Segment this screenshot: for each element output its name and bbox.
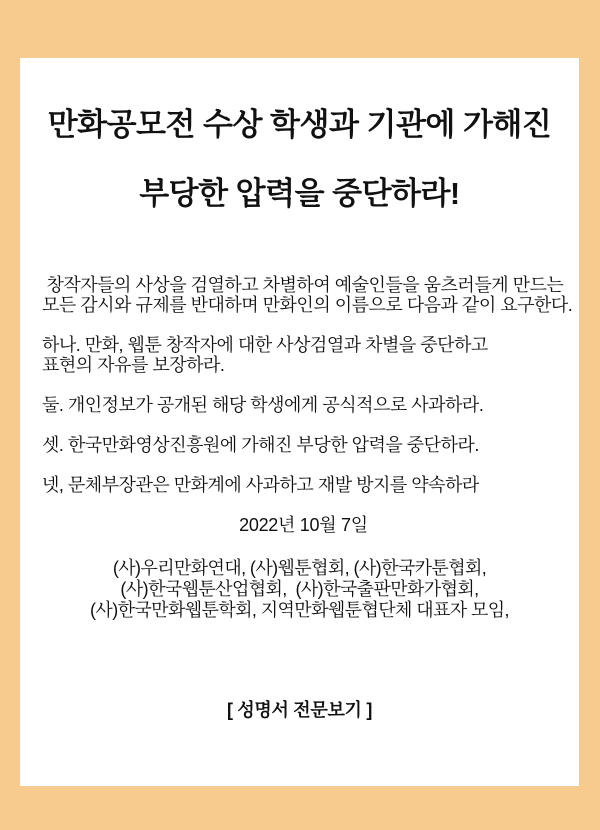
demand-1-line-2: 표현의 자유를 보장하라. [42, 355, 225, 375]
intro-line-1: 창작자들의 사상을 검열하고 차별하여 예술인들을 움츠러들게 만드는 [42, 275, 564, 295]
demand-3 [42, 435, 565, 455]
title-line-2: 부당한 압력을 중단하라! [139, 176, 460, 211]
statement-body [20, 275, 579, 535]
view-full-statement-link[interactable]: [ 성명서 전문보기 ] [226, 700, 373, 720]
demand-4-line-1: 넷, 문체부장관은 만화계에 사과하고 재발 방지를 약속하라 [42, 475, 479, 495]
signatories [20, 558, 579, 621]
demand-3-line-1: 셋. 한국만화영상진흥원에 가해진 부당한 압력을 중단하라. [42, 435, 479, 455]
signatories-line-2: (사)한국웹툰산업협회, (사)한국출판만화가협회, [120, 579, 479, 599]
intro-line-2: 모든 감시와 규제를 반대하며 만화인의 이름으로 다음과 같이 요구한다. [42, 295, 573, 315]
demand-2 [42, 395, 565, 415]
intro-paragraph [42, 275, 573, 315]
demand-2-line-1: 둘. 개인정보가 공개된 해당 학생에게 공식적으로 사과하라. [42, 395, 484, 415]
statement-title [20, 58, 579, 213]
statement-paper [20, 58, 579, 786]
demand-4 [42, 475, 565, 495]
signatories-line-1: (사)우리만화연대, (사)웹툰협회, (사)한국카툰협회, [112, 558, 487, 578]
title-line-1: 만화공모전 수상 학생과 기관에 가해진 [47, 107, 552, 142]
demand-1-line-1: 하나. 만화, 웹툰 창작자에 대한 사상검열과 차별을 중단하고 [42, 335, 488, 355]
statement-date: 2022년 10월 7일 [239, 515, 368, 535]
signatories-line-3: (사)한국만화웹툰학회, 지역만화웹툰협단체 대표자 모임, [90, 600, 509, 620]
demand-1 [42, 335, 565, 375]
